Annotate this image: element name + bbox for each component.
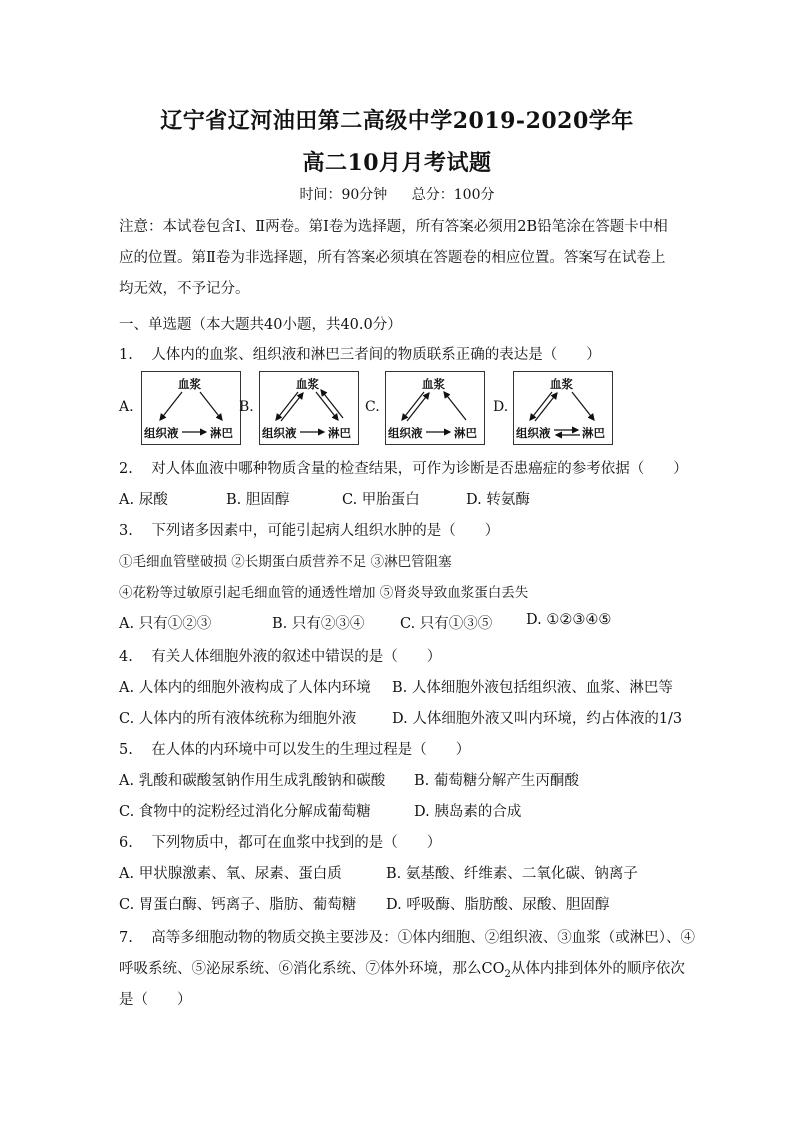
exam-title-line2: 高二10月月考试题 bbox=[302, 150, 492, 176]
q1-diagram-options bbox=[119, 371, 619, 447]
question-5 bbox=[119, 738, 470, 759]
option-d-letter: D. bbox=[493, 399, 509, 415]
q4-option-d: D. 人体细胞外液又叫内环境，约占体液的1/3 bbox=[392, 711, 683, 727]
section-title: 一、单选题（本大题共40小题，共40.0分） bbox=[119, 317, 402, 333]
q3-items-line2: ④花粉等过敏原引起毛细血管的通透性增加 ⑤肾炎导致血浆蛋白丢失 bbox=[119, 585, 529, 601]
notice-paragraph: 注意：本试卷包含Ⅰ、Ⅱ两卷。第Ⅰ卷为选择题，所有答案必须用2B铅笔涂在答题卡中相应的位置。第Ⅱ卷为非选择题，所有答案必须填在答题卷的相应位置。答案写在试卷上均无效，不予记分。 bbox=[119, 219, 668, 297]
question-number: 7. bbox=[119, 930, 133, 946]
question-1 bbox=[119, 343, 601, 364]
exam-time: 时间：90分钟 bbox=[299, 187, 388, 203]
diagram-c-arrows bbox=[386, 372, 484, 444]
question-number: 1. bbox=[119, 347, 133, 363]
question-7-line3: 是（ ） bbox=[119, 992, 192, 1008]
label-plasma: 血浆 bbox=[178, 377, 201, 391]
question-stem: 对人体血液中哪种物质含量的检查结果，可作为诊断是否患癌症的参考依据（ ） bbox=[151, 461, 688, 477]
label-tissue-fluid: 组织液 bbox=[262, 426, 297, 440]
label-tissue-fluid: 组织液 bbox=[516, 426, 551, 440]
label-plasma: 血浆 bbox=[550, 377, 573, 391]
exam-meta bbox=[0, 184, 794, 204]
question-stem: 下列物质中，都可在血浆中找到的是（ ） bbox=[151, 835, 442, 851]
question-number: 5. bbox=[119, 742, 133, 758]
diagram-d bbox=[513, 371, 613, 445]
co2-subscript: 2 bbox=[504, 968, 511, 980]
label-plasma: 血浆 bbox=[296, 377, 319, 391]
label-lymph: 淋巴 bbox=[582, 426, 605, 440]
question-stem: 下列诸多因素中，可能引起病人组织水肿的是（ ） bbox=[151, 523, 500, 539]
q3-items-line1: ①毛细血管壁破损 ②长期蛋白质营养不足 ③淋巴管阻塞 bbox=[119, 554, 452, 570]
question-number: 3. bbox=[119, 523, 133, 539]
q4-option-c: C. 人体内的所有液体统称为细胞外液 bbox=[119, 711, 357, 727]
question-stem: 有关人体细胞外液的叙述中错误的是（ ） bbox=[151, 649, 442, 665]
q5-option-a: A. 乳酸和碳酸氢钠作用生成乳酸钠和碳酸 bbox=[119, 773, 386, 789]
question-stem: 在人体的内环境中可以发生的生理过程是（ ） bbox=[151, 742, 471, 758]
exam-score: 总分：100分 bbox=[411, 187, 495, 203]
question-6 bbox=[119, 831, 441, 852]
option-b-letter: B. bbox=[239, 399, 254, 415]
question-stem-line1: 高等多细胞动物的物质交换主要涉及：①体内细胞、②组织液、③血浆（或淋巴）、④ bbox=[151, 930, 696, 946]
label-lymph: 淋巴 bbox=[454, 426, 477, 440]
diagram-a-arrows bbox=[142, 372, 240, 444]
q5-option-c: C. 食物中的淀粉经过消化分解成葡萄糖 bbox=[119, 804, 371, 820]
question-number: 6. bbox=[119, 835, 133, 851]
label-lymph: 淋巴 bbox=[210, 426, 233, 440]
question-stem-line2a: 呼吸系统、⑤泌尿系统、⑥消化系统、⑦体外环境，那么CO bbox=[119, 961, 505, 977]
q5-option-b: B. 葡萄糖分解产生丙酮酸 bbox=[414, 773, 579, 789]
q6-option-b: B. 氨基酸、纤维素、二氧化碳、钠离子 bbox=[386, 866, 638, 882]
diagram-b bbox=[259, 371, 359, 445]
label-tissue-fluid: 组织液 bbox=[388, 426, 423, 440]
question-7-line2 bbox=[119, 957, 685, 980]
question-number: 2. bbox=[119, 461, 133, 477]
question-7 bbox=[119, 926, 695, 947]
q5-option-d: D. 胰岛素的合成 bbox=[414, 804, 522, 820]
question-4 bbox=[119, 645, 441, 666]
label-lymph: 淋巴 bbox=[328, 426, 351, 440]
label-tissue-fluid: 组织液 bbox=[144, 426, 179, 440]
question-stem: 人体内的血浆、组织液和淋巴三者间的物质联系正确的表达是（ ） bbox=[151, 347, 601, 363]
q6-option-a: A. 甲状腺激素、氧、尿素、蛋白质 bbox=[119, 866, 342, 882]
option-a-letter: A. bbox=[119, 399, 134, 415]
question-number: 4. bbox=[119, 649, 133, 665]
diagram-a bbox=[141, 371, 241, 445]
q2-option-c: C. 甲胎蛋白 bbox=[342, 492, 420, 508]
q3-option-a: A. 只有①②③ bbox=[119, 616, 212, 632]
q3-option-c: C. 只有①③⑤ bbox=[400, 616, 493, 632]
diagram-d-arrows bbox=[514, 372, 612, 444]
q3-option-d: D. ①②③④⑤ bbox=[526, 612, 612, 628]
q6-option-d: D. 呼吸酶、脂肪酸、尿酸、胆固醇 bbox=[386, 897, 610, 913]
q6-option-c: C. 胃蛋白酶、钙离子、脂肪、葡萄糖 bbox=[119, 897, 357, 913]
q2-option-b: B. 胆固醇 bbox=[226, 492, 290, 508]
diagram-c bbox=[385, 371, 485, 445]
q4-option-b: B. 人体细胞外液包括组织液、血浆、淋巴等 bbox=[392, 680, 673, 696]
question-2 bbox=[119, 457, 688, 478]
option-c-letter: C. bbox=[365, 399, 380, 415]
q2-option-d: D. 转氨酶 bbox=[466, 492, 530, 508]
q3-option-b: B. 只有②③④ bbox=[272, 616, 365, 632]
q2-option-a: A. 尿酸 bbox=[119, 492, 168, 508]
question-3 bbox=[119, 519, 499, 540]
label-plasma: 血浆 bbox=[422, 377, 445, 391]
question-stem-line2b: 从体内排到体外的顺序依次 bbox=[510, 961, 685, 977]
exam-title-line1: 辽宁省辽河油田第二高级中学2019-2020学年 bbox=[160, 108, 634, 134]
q4-option-a: A. 人体内的细胞外液构成了人体内环境 bbox=[119, 680, 371, 696]
diagram-b-arrows bbox=[260, 372, 358, 444]
